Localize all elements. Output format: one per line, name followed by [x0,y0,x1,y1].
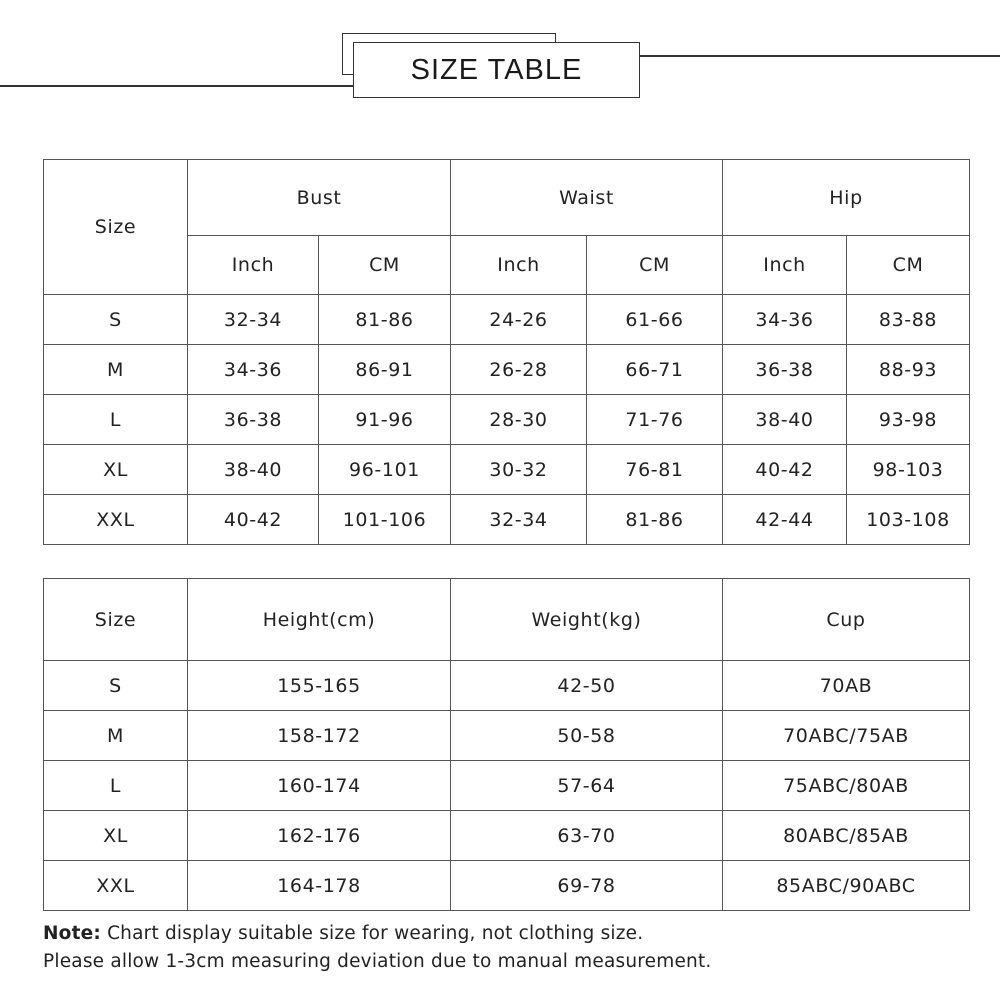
table-cell: 83-88 [847,295,970,345]
table-cell: 76-81 [587,445,723,495]
size-cell: M [44,345,188,395]
body-info-table [43,578,970,911]
table-cell: 34-36 [723,295,847,345]
table-cell: 34-36 [188,345,319,395]
table-cell: 164-178 [188,861,451,911]
table-cell: 71-76 [587,395,723,445]
unit-header: CM [847,236,970,295]
unit-header: Inch [451,236,587,295]
title-rule-left [0,85,353,87]
size-header: Size [44,579,188,661]
unit-header: CM [319,236,451,295]
table-cell: 61-66 [587,295,723,345]
table-cell: 155-165 [188,661,451,711]
table-row [44,711,970,761]
table-cell: 88-93 [847,345,970,395]
size-cell: L [44,395,188,445]
bust-header: Bust [188,160,451,236]
table-cell: 63-70 [451,811,723,861]
table-cell: 86-91 [319,345,451,395]
note-block [43,920,973,976]
title-banner [0,0,1000,110]
size-cell: S [44,661,188,711]
table-cell: 69-78 [451,861,723,911]
size-cell: XXL [44,495,188,545]
table-cell: 36-38 [188,395,319,445]
table-cell: 80ABC/85AB [723,811,970,861]
table-cell: 24-26 [451,295,587,345]
table-cell: 103-108 [847,495,970,545]
table-cell: 50-58 [451,711,723,761]
table-row [44,445,970,495]
table-row [44,345,970,395]
size-cell: XL [44,811,188,861]
table-cell: 93-98 [847,395,970,445]
table-cell: 40-42 [723,445,847,495]
table-cell: 28-30 [451,395,587,445]
table-cell: 162-176 [188,811,451,861]
table-row [44,295,970,345]
unit-header: CM [587,236,723,295]
table-row [44,861,970,911]
table-cell: 40-42 [188,495,319,545]
body-info-header-row [44,579,970,661]
note-line-2: Please allow 1-3cm measuring deviation due to manual measurement. [43,951,712,972]
table-row [44,661,970,711]
table-cell: 81-86 [587,495,723,545]
table-row [44,395,970,445]
table-cell: 75ABC/80AB [723,761,970,811]
measurement-table [43,159,970,545]
size-cell: M [44,711,188,761]
height-header: Height(cm) [188,579,451,661]
table-cell: 91-96 [319,395,451,445]
table-cell: 38-40 [723,395,847,445]
measurement-header-row [44,160,970,236]
table-cell: 42-50 [451,661,723,711]
weight-header: Weight(kg) [451,579,723,661]
table-cell: 85ABC/90ABC [723,861,970,911]
table-cell: 57-64 [451,761,723,811]
table-cell: 42-44 [723,495,847,545]
table-cell: 70AB [723,661,970,711]
hip-header: Hip [723,160,970,236]
table-row [44,495,970,545]
note-label: Note: [43,923,101,944]
size-cell: S [44,295,188,345]
table-row [44,811,970,861]
unit-header: Inch [723,236,847,295]
table-cell: 158-172 [188,711,451,761]
size-cell: XXL [44,861,188,911]
table-cell: 38-40 [188,445,319,495]
title-rule-right [640,55,1000,57]
table-cell: 81-86 [319,295,451,345]
table-cell: 96-101 [319,445,451,495]
table-cell: 70ABC/75AB [723,711,970,761]
note-text: Chart display suitable size for wearing, not clothing size. [100,923,644,944]
table-cell: 101-106 [319,495,451,545]
size-cell: L [44,761,188,811]
table-row [44,761,970,811]
table-cell: 32-34 [451,495,587,545]
table-cell: 36-38 [723,345,847,395]
note-line-1 [43,920,973,948]
table-cell: 26-28 [451,345,587,395]
waist-header: Waist [451,160,723,236]
unit-header: Inch [188,236,319,295]
table-cell: 160-174 [188,761,451,811]
table-cell: 98-103 [847,445,970,495]
page-title: SIZE TABLE [410,53,583,86]
table-cell: 30-32 [451,445,587,495]
cup-header: Cup [723,579,970,661]
size-header: Size [44,160,188,295]
table-cell: 32-34 [188,295,319,345]
table-cell: 66-71 [587,345,723,395]
size-cell: XL [44,445,188,495]
